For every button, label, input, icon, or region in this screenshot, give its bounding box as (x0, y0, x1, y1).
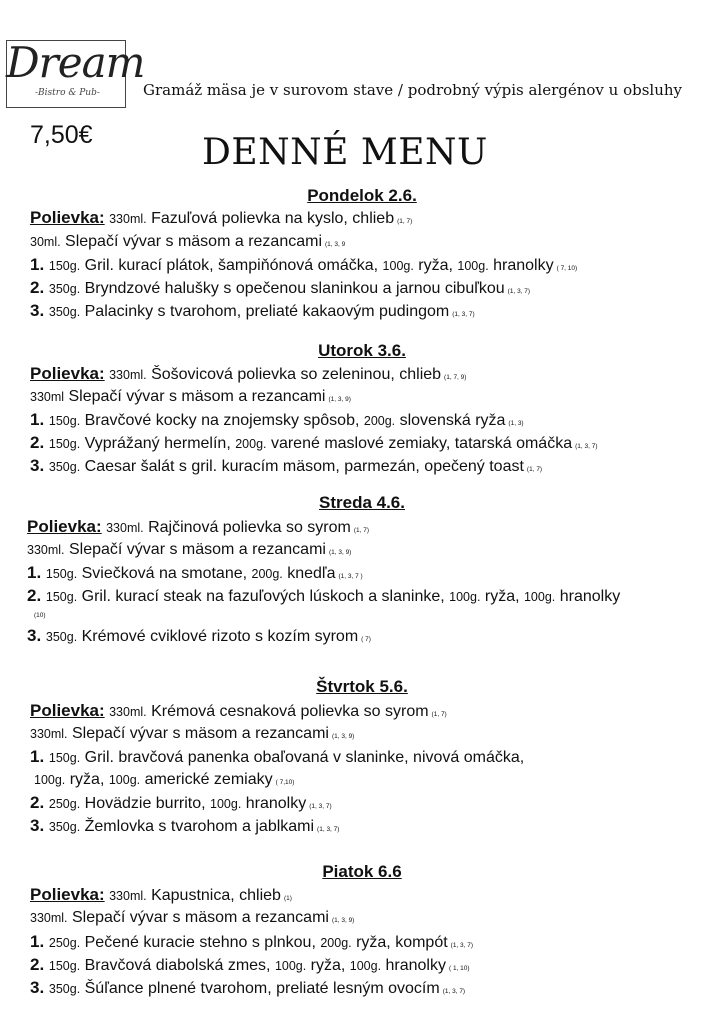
allergen-codes: ( 1, 10) (448, 965, 470, 972)
main-dish-line (27, 585, 620, 608)
allergen-codes: (10) (34, 612, 46, 619)
dish-text: hranolky (381, 957, 446, 974)
soup-line (30, 231, 345, 256)
dish-text: hranolky (488, 257, 554, 274)
allergen-codes: (1, 3, 7) (452, 311, 475, 318)
dish-text: Rajčinová polievka so syrom (143, 519, 351, 536)
portion-size: 200g. (320, 936, 352, 950)
dish-text: Sviečková na smotane, (77, 565, 252, 582)
allergen-codes: ( 7,10) (275, 779, 295, 786)
soup-label: Polievka: (27, 517, 102, 536)
portion-size: 100g. (210, 797, 242, 811)
dish-number: 2. (30, 793, 49, 812)
day-heading: Štvrtok 5.6. (316, 677, 408, 696)
dish-text: knedľa (282, 565, 336, 582)
portion-size: 350g. (45, 630, 78, 644)
dish-text: Fazuľová polievka na kyslo, chlieb (146, 210, 395, 227)
soup-label: Polievka: (30, 364, 105, 383)
portion-size: 150g. (48, 437, 81, 451)
allergen-codes: (1, 3, 9) (328, 549, 352, 556)
dish-text: Bravčové kocky na znojemsky spôsob, (80, 412, 364, 429)
portion-size: 30ml. (30, 235, 61, 249)
dish-number: 2. (30, 433, 49, 452)
dish-text: americké zemiaky (140, 771, 273, 788)
portion-size: 330ml (30, 390, 65, 404)
portion-size: 350g. (48, 820, 81, 834)
dish-number: 3. (27, 626, 46, 645)
soup-line (30, 907, 354, 932)
allergen-codes: (1, 7) (353, 527, 370, 534)
allergen-codes: (1, 7) (526, 466, 543, 473)
portion-size: 100g. (457, 259, 489, 273)
dish-number: 3. (30, 456, 49, 475)
portion-size: 330ml. (30, 727, 68, 741)
allergen-codes: ( 7) (361, 636, 371, 643)
allergen-codes: (1, 7, 9) (444, 374, 467, 381)
main-dish-continuation (34, 769, 294, 794)
dish-text: Krémová cesnaková polievka so syrom (146, 703, 429, 720)
main-dish-line (30, 746, 524, 769)
dish-text: ryža, kompót (351, 934, 448, 951)
portion-size: 330ml. (109, 212, 147, 226)
portion-size: 330ml. (27, 543, 65, 557)
portion-size: 100g. (108, 773, 141, 787)
soup-label: Polievka: (30, 885, 105, 904)
portion-size: 330ml. (109, 889, 147, 903)
dish-text: Vyprážaný hermelín, (80, 435, 236, 452)
dish-text: ryža, (306, 957, 350, 974)
dish-number: 2. (30, 278, 49, 297)
dish-text: Caesar šalát s gril. kuracím mäsom, parmezán, opečený toast (80, 458, 524, 475)
dish-text: varené maslové zemiaky, tatarská omáčka (266, 435, 573, 452)
dish-number: 1. (30, 932, 49, 951)
dish-text: Šošovicová polievka so zeleninou, chlieb (146, 366, 442, 383)
allergen-codes: (1, 3) (508, 420, 524, 427)
day-heading: Utorok 3.6. (318, 341, 406, 360)
allergen-codes: (1, 3, 9) (328, 396, 351, 403)
allergen-codes: (1, 3, 9) (331, 733, 355, 740)
page-title: DENNÉ MENU (202, 132, 488, 173)
dish-text: Slepačí vývar s mäsom a rezancami (67, 909, 329, 926)
dish-number: 1. (27, 563, 46, 582)
soup-line (27, 539, 351, 564)
main-dish-line (30, 977, 465, 1003)
soup-line (30, 207, 412, 233)
dish-number: 1. (30, 410, 49, 429)
portion-size: 330ml. (106, 521, 144, 535)
dish-text: Slepačí vývar s mäsom a rezancami (64, 541, 326, 558)
portion-size: 330ml. (30, 911, 68, 925)
dish-text: Bravčová diabolská zmes, (80, 957, 275, 974)
portion-size: 150g. (45, 590, 78, 604)
portion-size: 150g. (45, 567, 78, 581)
dish-number: 1. (30, 255, 49, 274)
dish-text: ryža, (413, 257, 458, 274)
dish-text: hranolky (241, 795, 307, 812)
dish-text: Kapustnica, chlieb (146, 887, 281, 904)
soup-label: Polievka: (30, 701, 105, 720)
portion-size: 150g. (48, 751, 81, 765)
soup-line (30, 723, 354, 748)
main-dish-line (30, 815, 339, 841)
dish-text: Slepačí vývar s mäsom a rezancami (64, 388, 326, 405)
dish-number: 3. (30, 816, 49, 835)
allergen-codes: (1, 3, 7) (309, 803, 332, 810)
day-heading: Streda 4.6. (319, 493, 405, 512)
dish-number: 3. (30, 301, 49, 320)
portion-size: 200g. (251, 567, 283, 581)
soup-line (30, 386, 351, 411)
portion-size: 330ml. (109, 368, 147, 382)
portion-size: 200g. (363, 414, 396, 428)
dish-text: hranolky (555, 588, 621, 605)
dish-number: 1. (30, 747, 49, 766)
main-dish-line (30, 455, 542, 481)
allergen-codes: (1, 3, 7) (575, 443, 598, 450)
dish-text: ryža, (480, 588, 524, 605)
soup-label: Polievka: (30, 208, 105, 227)
allergen-codes: (1, 3, 9 (325, 241, 346, 248)
logo-wordmark: Dream (6, 38, 145, 87)
dish-text: Slepačí vývar s mäsom a rezancami (67, 725, 329, 742)
portion-size: 250g. (48, 797, 81, 811)
portion-size: 100g. (449, 590, 481, 604)
dish-text: Gril. kurací plátok, šampiňónová omáčka, (80, 257, 383, 274)
dish-text: Hovädzie burrito, (80, 795, 211, 812)
dish-text: ryža, (65, 771, 109, 788)
dish-text: Žemlovka s tvarohom a jablkami (80, 818, 315, 835)
allergen-codes: (1, 3, 7) (317, 826, 340, 833)
dish-text: Šúľance plnené tvarohom, preliaté lesným ovocím (80, 980, 440, 997)
allergen-codes: (1, 3, 7) (442, 988, 466, 995)
portion-size: 100g. (34, 773, 66, 787)
portion-size: 350g. (48, 460, 81, 474)
dish-number: 3. (30, 978, 49, 997)
allergen-codes: ( 7, 10) (556, 265, 578, 272)
portion-size: 350g. (48, 282, 81, 296)
main-dish-line (30, 300, 475, 326)
dish-text: Pečené kuracie stehno s plnkou, (80, 934, 321, 951)
dish-text: Krémové cviklové rizoto s kozím syrom (77, 628, 359, 645)
logo-subtitle: -Bistro & Pub- (35, 88, 100, 98)
dish-number: 2. (30, 955, 49, 974)
allergen-codes: (1, 3, 7 ) (338, 573, 363, 580)
allergen-codes: (1, 7) (397, 218, 413, 225)
dish-text: Palacinky s tvarohom, preliaté kakaovým pudingom (80, 303, 450, 320)
portion-size: 350g. (48, 305, 81, 319)
allergen-codes: (1, 7) (431, 711, 447, 718)
allergen-codes: (1, 3, 9) (331, 917, 355, 924)
portion-size: 250g. (48, 936, 81, 950)
portion-size: 150g. (48, 414, 81, 428)
portion-size: 200g. (235, 437, 267, 451)
main-dish-line (27, 625, 371, 651)
allergen-codes: (1, 3, 7) (450, 942, 474, 949)
allergen-codes: (1, 3, 7) (507, 288, 531, 295)
portion-size: 350g. (48, 982, 81, 996)
day-heading: Piatok 6.6 (322, 862, 402, 881)
day-heading: Pondelok 2.6. (307, 186, 417, 205)
allergen-codes: (1) (283, 895, 292, 902)
portion-size: 100g. (274, 959, 307, 973)
portion-size: 100g. (523, 590, 556, 604)
portion-size: 100g. (349, 959, 382, 973)
dish-text: Gril. kurací steak na fazuľových lúskoch a slaninke, (77, 588, 450, 605)
portion-size: 100g. (382, 259, 414, 273)
portion-size: 330ml. (109, 705, 147, 719)
portion-size: 150g. (48, 959, 81, 973)
allergen-note: Gramáž mäsa je v surovom stave / podrobný výpis alergénov u obsluhy (143, 81, 683, 99)
dish-text: Gril. bravčová panenka obaľovaná v slaninke, nivová omáčka, (80, 749, 525, 766)
portion-size: 150g. (48, 259, 81, 273)
dish-text: Bryndzové halušky s opečenou slaninkou a jarnou cibuľkou (80, 280, 505, 297)
dish-number: 2. (27, 586, 46, 605)
dish-text: slovenská ryža (395, 412, 506, 429)
dish-text: Slepačí vývar s mäsom a rezancami (60, 233, 322, 250)
menu-price: 7,50€ (30, 121, 93, 149)
